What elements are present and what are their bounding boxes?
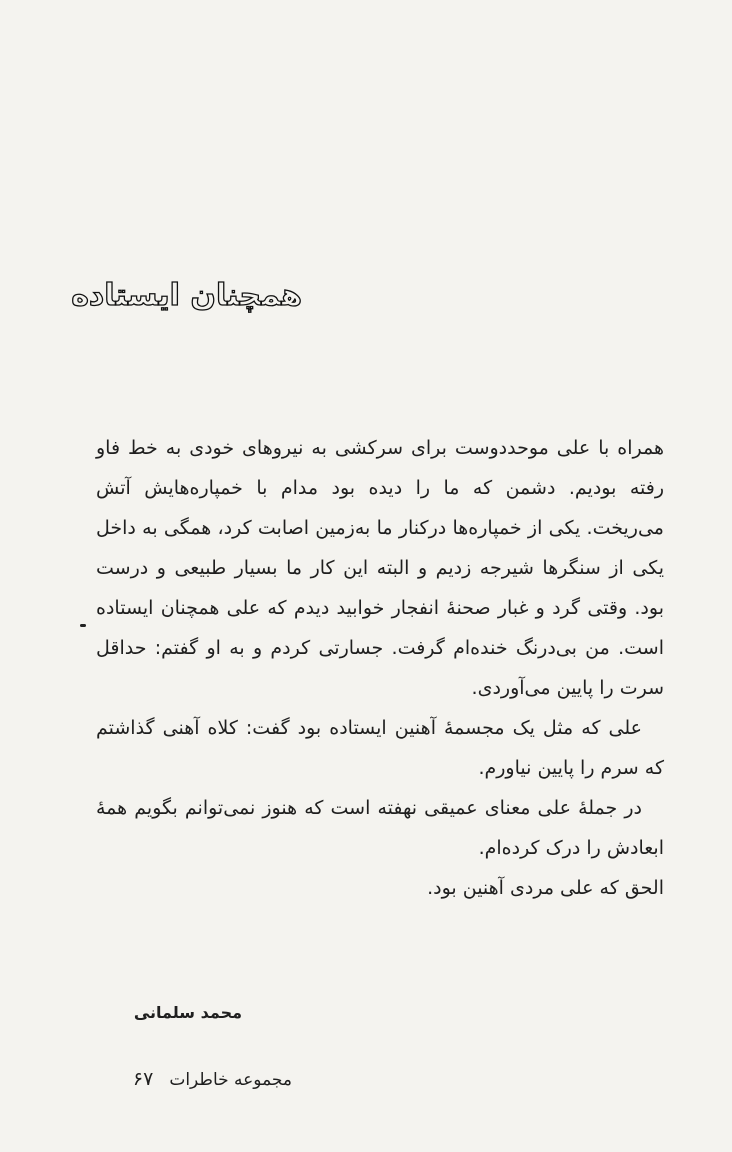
page-footer: [72, 1068, 292, 1090]
book-title: مجموعه خاطرات: [169, 1070, 292, 1090]
page-title: همچنان ایستاده: [71, 278, 302, 313]
margin-mark: [80, 624, 86, 627]
paragraph-3: در جملهٔ علی معنای عمیقی نهفته است که هنوز نمی‌توانم بگویم همهٔ ابعادش را درک کرده‌ام.: [96, 797, 664, 859]
author-name: محمد سلمانی: [133, 1003, 242, 1022]
memoir-body: [96, 428, 664, 908]
paragraph-1: همراه با علی موحددوست برای سرکشی به نیروهای خودی به خط فاو رفته بودیم. دشمن که ما را دیده بود مدام با خمپاره‌هایش آتش می‌ریخت. یکی از خمپاره‌ها درکنار ما به‌زمین اصابت کرد، همگی به داخل یکی از سنگرها شیرجه زدیم و البته این کار ما بسیار طبیعی و درست بود. وقتی گرد و غبار صحنهٔ انفجار خوابید دیدم که علی همچنان ایستاده است. من بی‌درنگ خنده‌ام گرفت. جسارتی کردم و به او گفتم: حداقل سرت را پایین می‌آوردی.: [96, 437, 664, 699]
paragraph-2: علی که مثل یک مجسمهٔ آهنین ایستاده بود گفت: کلاه آهنی گذاشتم که سرم را پایین نیاورم.: [96, 717, 664, 779]
paragraph-4: الحق که علی مردی آهنین بود.: [427, 877, 664, 899]
page-number: ۶۷: [132, 1068, 154, 1090]
